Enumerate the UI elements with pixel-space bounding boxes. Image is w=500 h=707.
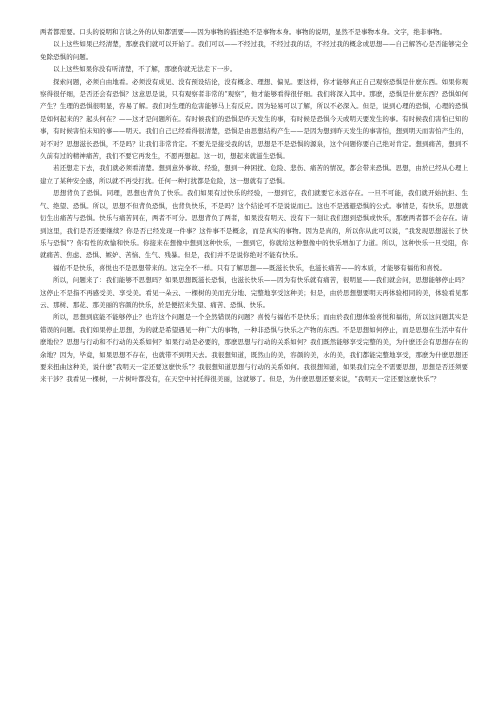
paragraph-9: 所以，思想到底能不能够停止？也许这个问题是一个全然错误的问题？喜悦与福佑不是快乐；而由於我们想体验喜悦和福佑，所以这问题其实是错误的问题。我们如果停止思想，为的就是希望遇见一种广大的事物，一种非恐惧与快乐之产物的东西。不是思想如何停止，而是思想在生活中有什麽地位？思想与行动和不行动的关系如何？如果行动是必要的，那麽思想与行动的关系如何？我们既然能够享受完整的美，为什麽还会有思想存在的余地？因为，毕竟，如果思想不存在，也就带不到明天去。我很想知道，既然山的美，容颜的美，水的美，我们都能完整地享受，那麽为什麽思想还要来扭曲这种美，说什麽“我明天一定还要这麽快乐”？我很想知道思想与行动的关系如何。我很想知道，如果我们完全不需要思想，思想是否还须要来干涉？我看见一棵树，一片树叶都没有，在天空中衬托得很美丽，这就够了。但是，为什麽思想还要来说，“我明天一定还要这麽快乐”？ (40, 313, 468, 384)
paragraph-1: 两者都需要。口头的说明和言谈之外的认知都需要——因为事物的描述绝不是事物本身。事物的说明，显然不是事物本身。文字，绝非事物。 (40, 28, 447, 36)
paragraph-7: 福佑不是快乐，喜悦也不是思想带来的。这完全不一样。只有了解思想——既滋长快乐，也滋长痛苦——的本质，才能够有福佑和喜悦。 (53, 263, 446, 272)
paragraph-8: 所以，问题来了：我们能够不思想吗？如果思想既滋长恐惧，也滋长快乐——因为有快乐就有痛苦，很明显——我们就会问，思想能够停止吗？这停止不是指不再感受美、享受美。看见一朵云、一棵树的美而充分地、完整地享受这种美；但是，由於思想想要明天再体验相同的美，体验看见那云、那树、那花、那美丽的容颜的快乐，於是便招来失望、痛苦、恐惧、快乐。 (40, 276, 468, 309)
paragraph-2: 以上这些如果已经清楚，那麽我们就可以开始了。我们可以——不经过我，不经过我的话，不经过我的概念或思想——自己解答心是否能够完全免除恐惧的问题。 (40, 40, 468, 61)
paragraph-4: 探索问题，必须自由地看。必须没有成见、没有预设结论，没有概念、理想、偏见。要这样，你才能够真正自己观察恐惧是什麽东西。如果你观察得很仔细，是否还会有恐惧？这意思是说，只有观察者非常的“观察”，他才能够看得很仔细。我们将深入其中。那麽，恐惧是什麽东西？恐惧如何产生？生理的恐惧很明显，容易了解。我们对生理的危害能够马上有反应。因为轻易可以了解，所以不必深入。但是，说到心理的恐惧，心理的恐惧是如何起来的？起头何在？——这才是问题所在。有时候我们的恐惧是昨天发生的事，有时候是恐惧今天或明天要发生的事。有时候我们害怕已知的事，有时候害怕未知的事——明天。我们自己已经看得很清楚，恐惧是由思想结构产生——是因为想到昨天发生的事害怕，想到明天而害怕产生的，对不对？思想滋长恐惧，不是吗？让我们非常肯定。不要光是接受我的话，思想是不是恐惧的源泉，这个问题你要自己绝对肯定。想到痛苦，想到不久前有过的精神痛苦，我们不要它再发生，不愿再想起。这一切，想起来就滋生恐惧。 (40, 77, 468, 161)
document-body (40, 26, 468, 386)
paragraph-5: 若还想走下去，我们就必须看清楚。想到意外事故、经验，想到一种困扰、危险、悲伤、痛苦的情况，都会带来恐惧。思想，由於已经从心理上建立了某种安全感，所以就不再受打扰。任何一种打扰都是危险，这一想就有了恐惧。 (40, 164, 468, 185)
paragraph-6: 思想背负了恐惧。同理，思想也背负了快乐。我们如果有过快乐的经验，一想到它，我们就要它永远存在。一旦不可能，我们就开始抗拒、生气、绝望、恐惧。所以，思想不但背负恐惧，也背负快乐，不是吗？这个结论可不是说说而已。这也不是逃避恐惧的公式。事情是，有快乐，思想就衍生出痛苦与恐惧。快乐与痛苦同在，两者不可分。思想背负了两者，如果没有明天、没有下一刻让我们想到恐惧或快乐，那麽两者都不会存在。请到这里，我们是否还要继续？你是否已经发现一件事？这件事不是概念，而是真实的事物。因为是真的，所以你从此可以说，“我发现思想滋长了快乐与恐惧”？你有性的欢愉和快乐。你接来在想像中想到这种快乐，一想到它，你就给这种想像中的快乐增加了力道。所以，这种快乐一旦受阻，你就痛苦、焦虑、恐惧、嫉妒、苦恼、生气、残暴。但是，我们并不是说你绝对不能有快乐。 (40, 189, 468, 260)
paragraph-3: 以上这些如果你没有听清楚，不了解，那麽你就无法走下一步。 (53, 65, 237, 74)
